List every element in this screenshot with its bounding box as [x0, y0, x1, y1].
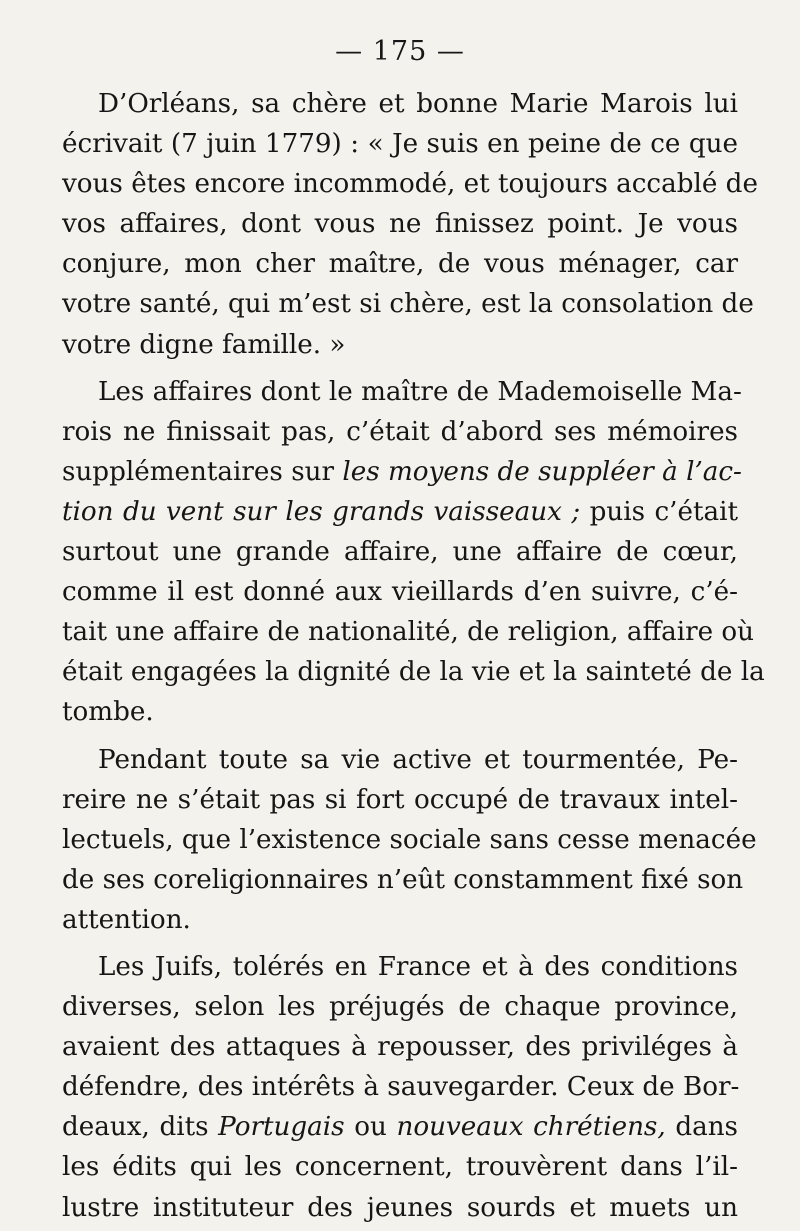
- text-segment: de ses coreligionnaires n’eût constamment fixé son: [62, 864, 744, 895]
- text-segment: surtout une grande affaire, une affaire de cœur,: [62, 537, 738, 568]
- text-line: [62, 1147, 738, 1187]
- text-segment: votre santé, qui m’est si chère, est la consolation de: [62, 289, 754, 320]
- text-line: [62, 1107, 738, 1147]
- italic-text: nouveaux chrétiens,: [396, 1112, 666, 1143]
- text-segment: lectuels, que l’existence sociale sans cesse menacée: [62, 824, 757, 855]
- text-line: [62, 1027, 738, 1067]
- text-segment: vos affaires, dont vous ne finissez point. Je vous: [62, 209, 738, 240]
- text-line: [62, 987, 738, 1027]
- page-number: — 175 —: [335, 36, 465, 67]
- text-segment: deaux, dits: [62, 1112, 219, 1143]
- text-segment: vous êtes encore incommodé, et toujours accablé de: [62, 169, 758, 200]
- text-line: [62, 692, 738, 732]
- text-segment: tombe.: [62, 697, 154, 728]
- text-line: [62, 572, 738, 612]
- text-line: [62, 1067, 738, 1107]
- text-segment: ou: [344, 1112, 397, 1143]
- text-segment: les édits qui les concernent, trouvèrent dans l’il-: [62, 1152, 738, 1183]
- text-line: [62, 947, 738, 987]
- text-segment: puis c’était: [580, 496, 738, 527]
- text-line: [62, 372, 742, 412]
- text-line: [62, 492, 738, 532]
- text-line: [62, 164, 758, 204]
- text-segment: D’Orléans, sa chère et bonne Marie Marois lui: [98, 89, 738, 119]
- text-line: [62, 124, 738, 164]
- text-segment: attention.: [62, 904, 191, 935]
- text-line: [62, 284, 754, 324]
- text-line: [62, 244, 738, 284]
- text-line: [62, 325, 738, 365]
- text-line: [62, 740, 738, 780]
- text-segment: supplémentaires sur: [62, 456, 343, 487]
- text-line: [62, 204, 738, 244]
- text-line: [62, 612, 755, 652]
- text-line: [62, 860, 744, 900]
- text-line: [62, 84, 738, 124]
- text-segment: lustre instituteur des jeunes sourds et muets un: [62, 1192, 738, 1223]
- text-segment: diverses, selon les préjugés de chaque province,: [62, 992, 738, 1023]
- text-line: [62, 820, 757, 860]
- text-segment: écrivait (7 juin 1779) : « Je suis en peine de ce que: [62, 129, 738, 160]
- text-line: [62, 780, 738, 820]
- text-segment: Les affaires dont le maître de Mademoiselle Ma-: [98, 376, 742, 407]
- italic-text: Portugais: [218, 1112, 345, 1143]
- text-line: [62, 452, 742, 492]
- text-segment: reire ne s’était pas si fort occupé de travaux intel-: [62, 784, 738, 815]
- italic-text: tion du vent sur les grands vaisseaux ;: [62, 496, 581, 527]
- text-line: [62, 412, 738, 452]
- paragraph-gap: [62, 365, 738, 372]
- text-segment: conjure, mon cher maître, de vous ménager, car: [62, 249, 738, 280]
- text-line: [62, 1188, 738, 1228]
- italic-text: les moyens de suppléer à l’ac-: [342, 456, 742, 487]
- text-segment: avaient des attaques à repousser, des priviléges à: [62, 1032, 738, 1063]
- body-text: [62, 84, 765, 1228]
- text-segment: votre digne famille. »: [62, 329, 346, 360]
- text-line: [62, 532, 738, 572]
- text-line: [62, 900, 738, 940]
- text-line: [62, 652, 765, 692]
- text-segment: tait une affaire de nationalité, de religion, affaire où: [62, 617, 755, 648]
- text-segment: rois ne finissait pas, c’était d’abord ses mémoires: [62, 416, 738, 447]
- paragraph-gap: [62, 940, 738, 947]
- text-segment: était engagées la dignité de la vie et la sainteté de la: [62, 657, 765, 688]
- paragraph-gap: [62, 733, 738, 740]
- text-segment: comme il est donné aux vieillards d’en suivre, c’é-: [62, 577, 738, 608]
- text-segment: défendre, des intérêts à sauvegarder. Ceux de Bor-: [62, 1072, 740, 1103]
- text-segment: Pendant toute sa vie active et tourmentée, Pe-: [98, 744, 738, 775]
- text-segment: dans: [665, 1112, 738, 1143]
- text-segment: Les Juifs, tolérés en France et à des conditions: [98, 951, 738, 982]
